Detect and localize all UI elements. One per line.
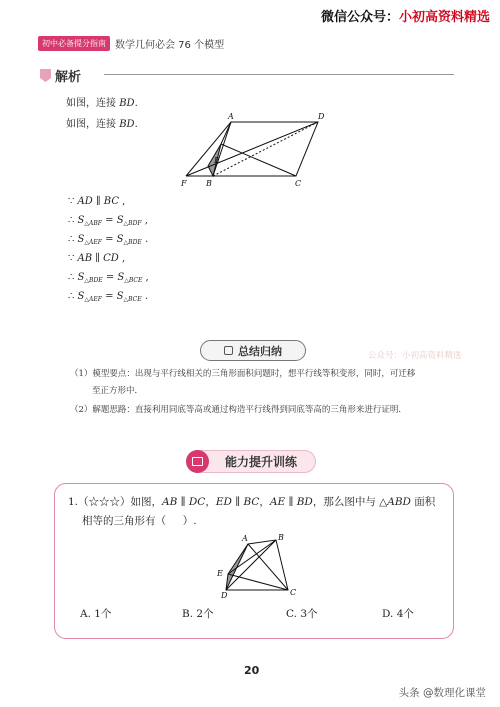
page-number: 20: [244, 664, 260, 677]
intro-line-1: 如图，连接 BD.: [66, 98, 138, 109]
proof-step: ∴ $S_{\triangle BDE} = S_{\triangle BCE}$ ,: [68, 272, 149, 284]
option-c[interactable]: C. 3个: [286, 608, 318, 620]
watermark-name: 小初高资料精选: [398, 10, 490, 25]
label-B: B: [206, 179, 212, 188]
proof-step: ∵ AB ∥ CD ,: [68, 253, 126, 264]
summary-heading: [200, 340, 306, 361]
section-title: 解析: [55, 70, 82, 85]
bookmark-icon: [40, 69, 51, 82]
figure-exercise: [208, 532, 308, 598]
summary-watermark: 公众号：小初高资料精选: [368, 351, 462, 361]
intro-line-2: 如图，连接 BD.: [66, 119, 138, 130]
section-divider: [104, 74, 454, 75]
proof-steps: [68, 192, 149, 306]
proof-step: ∴ $S_{\triangle AEF} = S_{\triangle BCE}$ .: [68, 291, 149, 303]
summary-point-1: （1）模型要点：出现与平行线相关的三角形面积问题时，想平行线等积变形，同时，可迁移: [70, 369, 416, 379]
training-icon: [186, 450, 209, 473]
proof-step: ∴ $S_{\triangle ABF} = S_{\triangle BDF}$ ,: [68, 215, 148, 227]
ex-label-B: B: [278, 533, 284, 542]
label-C: C: [295, 179, 302, 188]
header-tag: 初中必备提分指南: [38, 36, 110, 51]
training-title: 能力提升训练: [225, 455, 298, 469]
ex-label-E: E: [217, 569, 223, 578]
page-header: [38, 36, 224, 51]
summary-icon: [224, 346, 233, 355]
section-heading: [40, 66, 81, 85]
footer-credit: 头条 @数理化课堂: [398, 687, 486, 699]
label-A: A: [228, 112, 234, 121]
training-heading: [186, 450, 316, 473]
ex-label-C: C: [290, 588, 297, 597]
option-b[interactable]: B. 2个: [182, 608, 214, 620]
proof-step: ∵ AD ∥ BC ,: [68, 196, 126, 207]
label-F: F: [181, 179, 187, 188]
intro-text: [66, 94, 138, 130]
summary-point-2: （2）解题思路：直接利用同底等高或通过构造平行线得到同底等高的三角形来进行证明．: [70, 405, 407, 415]
watermark: [321, 6, 490, 25]
figure-parallelogram: [178, 110, 338, 190]
proof-step: ∴ $S_{\triangle AEF} = S_{\triangle BDE}$ .: [68, 234, 149, 246]
header-title: 数学几何必会 76 个模型: [115, 40, 225, 51]
option-a[interactable]: A. 1个: [80, 608, 112, 620]
exercise-question-cont: 相等的三角形有（ ）.: [82, 515, 197, 527]
label-D: D: [318, 112, 325, 121]
label-E: E: [214, 156, 220, 165]
ex-label-A: A: [242, 534, 248, 543]
option-d[interactable]: D. 4个: [382, 608, 414, 620]
watermark-prefix: 微信公众号：: [320, 10, 399, 25]
summary-title: 总结归纳: [238, 344, 282, 358]
exercise-question: 1.（☆☆☆）如图，AB ∥ DC，ED ∥ BC，AE ∥ BD，那么图中与 △ABD 面积: [68, 496, 436, 508]
summary-point-1-cont: 至正方形中．: [92, 386, 144, 396]
ex-label-D: D: [221, 591, 228, 598]
